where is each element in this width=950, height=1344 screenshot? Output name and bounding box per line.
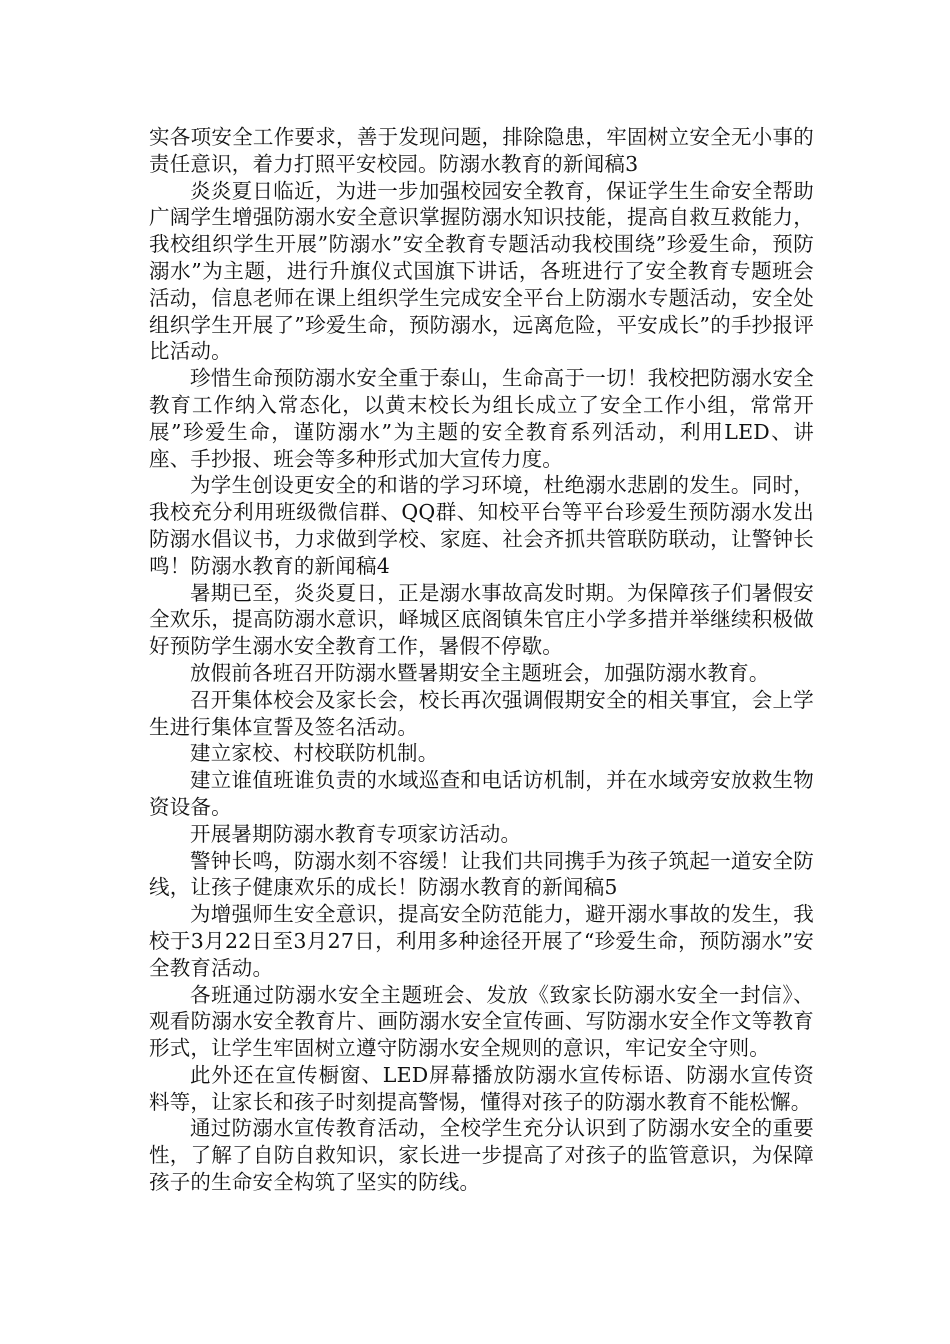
paragraph-11: 警钟长鸣，防溺水刻不容缓！让我们共同携手为孩子筑起一道安全防线，让孩子健康欢乐的成长！防溺水教育的新闻稿5 bbox=[149, 848, 814, 900]
paragraph-4: 为学生创设更安全的和谐的学习环境，杜绝溺水悲剧的发生。同时，我校充分利用班级微信群、QQ群、知校平台等平台珍爱生预防溺水发出防溺水倡议书，力求做到学校、家庭、社会齐抓共管联防联动，让警钟长鸣！防溺水教育的新闻稿4 bbox=[149, 473, 814, 578]
paragraph-1: 实各项安全工作要求，善于发现问题，排除隐患，牢固树立安全无小事的责任意识，着力打照平安校园。防溺水教育的新闻稿3 bbox=[149, 125, 814, 176]
paragraph-10: 开展暑期防溺水教育专项家访活动。 bbox=[190, 821, 522, 846]
paragraph-7: 召开集体校会及家长会，校长再次强调假期安全的相关事宜，会上学生进行集体宣誓及签名活动。 bbox=[149, 687, 814, 739]
paragraph-12: 为增强师生安全意识，提高安全防范能力，避开溺水事故的发生，我校于3月22日至3月27日，利用多种途径开展了“珍爱生命，预防溺水”安全教育活动。 bbox=[149, 902, 814, 980]
paragraph-14: 此外还在宣传橱窗、LED屏幕播放防溺水宣传标语、防溺水宣传资料等，让家长和孩子时刻提高警惕，懂得对孩子的防溺水教育不能松懈。 bbox=[149, 1062, 814, 1114]
paragraph-3: 珍惜生命预防溺水安全重于泰山，生命高于一切！我校把防溺水安全教育工作纳入常态化，以黄末校长为组长成立了安全工作小组，常常开展”珍爱生命，谨防溺水”为主题的安全教育系列活动，利用LED、讲座、手抄报、班会等多种形式加大宣传力度。 bbox=[149, 366, 814, 471]
document-body bbox=[149, 124, 814, 1196]
paragraph-2: 炎炎夏日临近，为进一步加强校园安全教育，保证学生生命安全帮助广阔学生增强防溺水安全意识掌握防溺水知识技能，提高自救互救能力，我校组织学生开展”防溺水”安全教育专题活动我校围绕”珍爱生命，预防溺水”为主题，进行升旗仪式国旗下讲话，各班进行了安全教育专题班会活动，信息老师在课上组织学生完成安全平台上防溺水专题活动，安全处组织学生开展了”珍爱生命，预防溺水，远离危险，平安成长”的手抄报评比活动。 bbox=[149, 178, 814, 364]
paragraph-15: 通过防溺水宣传教育活动，全校学生充分认识到了防溺水安全的重要性，了解了自防自救知识，家长进一步提高了对孩子的监管意识，为保障孩子的生命安全构筑了坚实的防线。 bbox=[149, 1116, 814, 1195]
paragraph-13: 各班通过防溺水安全主题班会、发放《致家长防溺水安全一封信》、观看防溺水安全教育片、画防溺水安全宣传画、写防溺水安全作文等教育形式，让学生牢固树立遵守防溺水安全规则的意识，牢记安全守则。 bbox=[149, 982, 814, 1061]
paragraph-9: 建立谁值班谁负责的水域巡查和电话访机制，并在水域旁安放救生物资设备。 bbox=[149, 768, 814, 819]
paragraph-8: 建立家校、村校联防机制。 bbox=[190, 741, 439, 766]
paragraph-6: 放假前各班召开防溺水暨暑期安全主题班会，加强防溺水教育。 bbox=[190, 660, 770, 685]
paragraph-5: 暑期已至，炎炎夏日，正是溺水事故高发时期。为保障孩子们暑假安全欢乐，提高防溺水意识，峄城区底阁镇朱官庄小学多措并举继续积极做好预防学生溺水安全教育工作，暑假不停歇。 bbox=[149, 580, 814, 659]
